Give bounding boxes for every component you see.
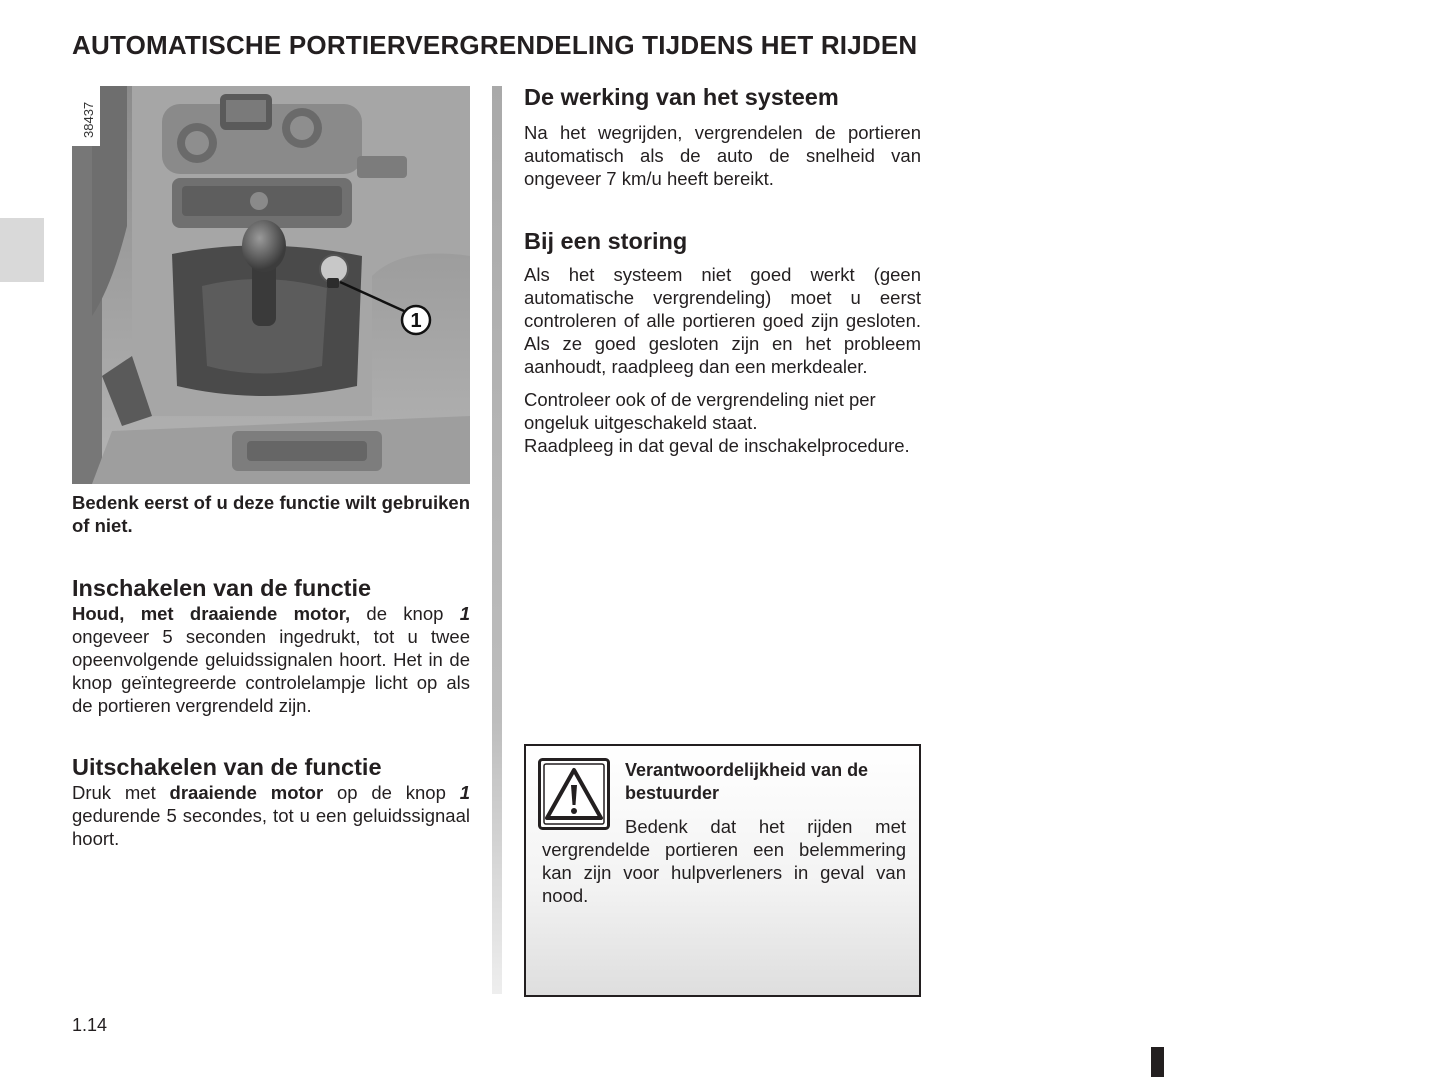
column-divider — [492, 86, 502, 994]
disable-section — [72, 753, 470, 850]
disable-text: Druk met draaiende motor op de knop 1 gedurende 5 secondes, tot u een geluidssignaal hoort. — [72, 782, 470, 849]
page-number: 1.14 — [72, 1015, 108, 1035]
figure-ref-number: 38437 — [81, 101, 96, 138]
operation-heading: De werking van het systeem — [524, 84, 839, 110]
chapter-tab — [0, 218, 44, 282]
warning-box — [524, 744, 921, 997]
malfunction-text-2a: Controleer ook of de vergrendeling niet per ongeluk uitgeschakeld staat. — [524, 389, 876, 433]
operation-section — [524, 83, 921, 190]
malfunction-section — [524, 227, 921, 457]
enable-text: Houd, met draaiende motor, de knop 1 ongeveer 5 seconden ingedrukt, tot u twee opeenvolgende geluidssignalen hoort. Het in de knop geïntegreerde controlelampje licht op als de portieren vergrendeld zijn. — [72, 603, 470, 716]
figure-callout: 1 — [410, 310, 422, 332]
warning-title: Verantwoordelijkheid van de bestuurder — [625, 760, 869, 803]
malfunction-text-2b: Raadpleeg in dat geval de inschakelprocedure. — [524, 435, 910, 456]
malfunction-heading: Bij een storing — [524, 228, 688, 254]
figure-caption: Bedenk eerst of u deze functie wilt gebruiken of niet. — [72, 492, 470, 536]
disable-heading: Uitschakelen van de functie — [72, 754, 382, 780]
enable-section — [72, 574, 470, 717]
malfunction-text-1: Als het systeem niet goed werkt (geen automatische vergrendeling) moet u eerst controleren of alle portieren goed zijn gesloten. Als ze goed gesloten zijn en het probleem aanhoudt, raadpleeg dan een merkdealer. — [524, 264, 921, 377]
enable-heading: Inschakelen van de functie — [72, 575, 372, 601]
page-corner-mark — [1151, 1047, 1164, 1077]
dashboard-illustration — [72, 86, 470, 484]
page-title: AUTOMATISCHE PORTIERVERGRENDELING TIJDENS HET RIJDEN — [72, 30, 918, 60]
operation-text: Na het wegrijden, vergrendelen de portieren automatisch als de auto de snelheid van ongeveer 7 km/u heeft bereikt. — [524, 122, 921, 189]
warning-text: Bedenk dat het rijden met vergrendelde portieren een belemmering kan zijn voor hulpverleners in geval van nood. — [542, 816, 906, 906]
